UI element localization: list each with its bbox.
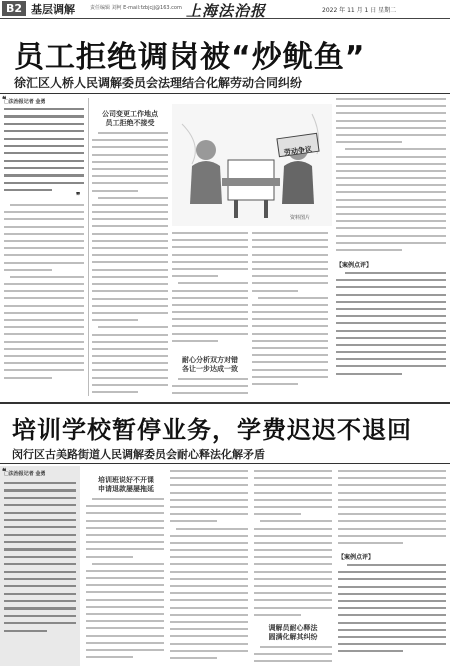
- subhead-line: 申请退款屡屡拖延: [98, 485, 154, 493]
- story1-body-col2b: [92, 276, 168, 396]
- story2-headline: 培训学校暂停业务，学费迟迟不退回: [12, 416, 412, 444]
- illustration-sign: 劳动争议: [283, 145, 313, 157]
- story2-body-col2: [170, 470, 248, 666]
- courtroom-scene-icon: [172, 104, 332, 226]
- subhead-line: 调解员耐心释法: [268, 624, 318, 632]
- divider: [0, 402, 450, 404]
- quote-mark-icon: ❞: [76, 190, 81, 200]
- issue-date: 2022 年 11 月 1 日 星期二: [322, 7, 397, 14]
- story1-commentary-label: 【案例点评】: [336, 262, 373, 269]
- story1-body-col1: [4, 204, 84, 397]
- subhead-line: 公司变更工作地点: [102, 110, 158, 118]
- story1-subheadline: 徐汇区人桥人民调解委员会法理结合化解劳动合同纠纷: [14, 76, 303, 90]
- story2-subhead: [86, 476, 166, 494]
- story1-byline: □法治报记者 金勇: [4, 99, 46, 105]
- subhead-line: 圆满化解其纠纷: [268, 633, 318, 641]
- story1-body-col4: [252, 232, 328, 398]
- story1-commentary: [336, 272, 446, 398]
- quote-mark-icon: ❝: [2, 466, 7, 476]
- story1-subhead: [172, 356, 248, 374]
- story2-body-col1: [86, 498, 164, 666]
- subhead-line: 员工拒绝不接受: [105, 119, 155, 127]
- story1-lead: [4, 108, 84, 198]
- divider: [0, 463, 450, 464]
- divider: [0, 93, 450, 94]
- story2-subhead: [254, 624, 332, 642]
- masthead: 上海法治报: [186, 2, 267, 20]
- story2-commentary: [338, 564, 446, 666]
- image-caption: 资料图片: [290, 215, 311, 221]
- story2-body-col3b: [254, 646, 332, 666]
- story1-headline: 员工拒绝调岗被“炒鱿鱼”: [14, 40, 366, 75]
- subhead-line: 培训班说好不开课: [98, 476, 154, 484]
- story2-lead: [4, 482, 76, 662]
- subhead-line: 耐心分析双方对错: [182, 356, 238, 364]
- story2-commentary-label: 【案例点评】: [338, 554, 375, 561]
- page-number: B2: [2, 1, 26, 16]
- column-rule: [88, 98, 89, 396]
- story1-body-col3: [172, 232, 248, 352]
- story1-subhead: [92, 110, 168, 128]
- section-title: 基层调解: [31, 3, 75, 16]
- story2-byline: □法治报记者 金勇: [4, 471, 46, 477]
- story2-subheadline: 闵行区古美路街道人民调解委员会耐心释法化解矛盾: [12, 448, 265, 461]
- story1-body-col2: [92, 132, 168, 272]
- quote-mark-icon: ❝: [2, 94, 7, 104]
- story1-body-col3b: [172, 378, 248, 398]
- subhead-line: 各让一步达成一致: [182, 365, 238, 373]
- editor-contact: 责任编辑 刘柯 E-mail:fzbjcjj@163.com: [90, 5, 182, 11]
- story2-body-col4: [338, 470, 446, 550]
- story2-body-col3: [254, 470, 332, 620]
- story1-illustration: [172, 104, 332, 226]
- story1-body-col5: [336, 98, 446, 258]
